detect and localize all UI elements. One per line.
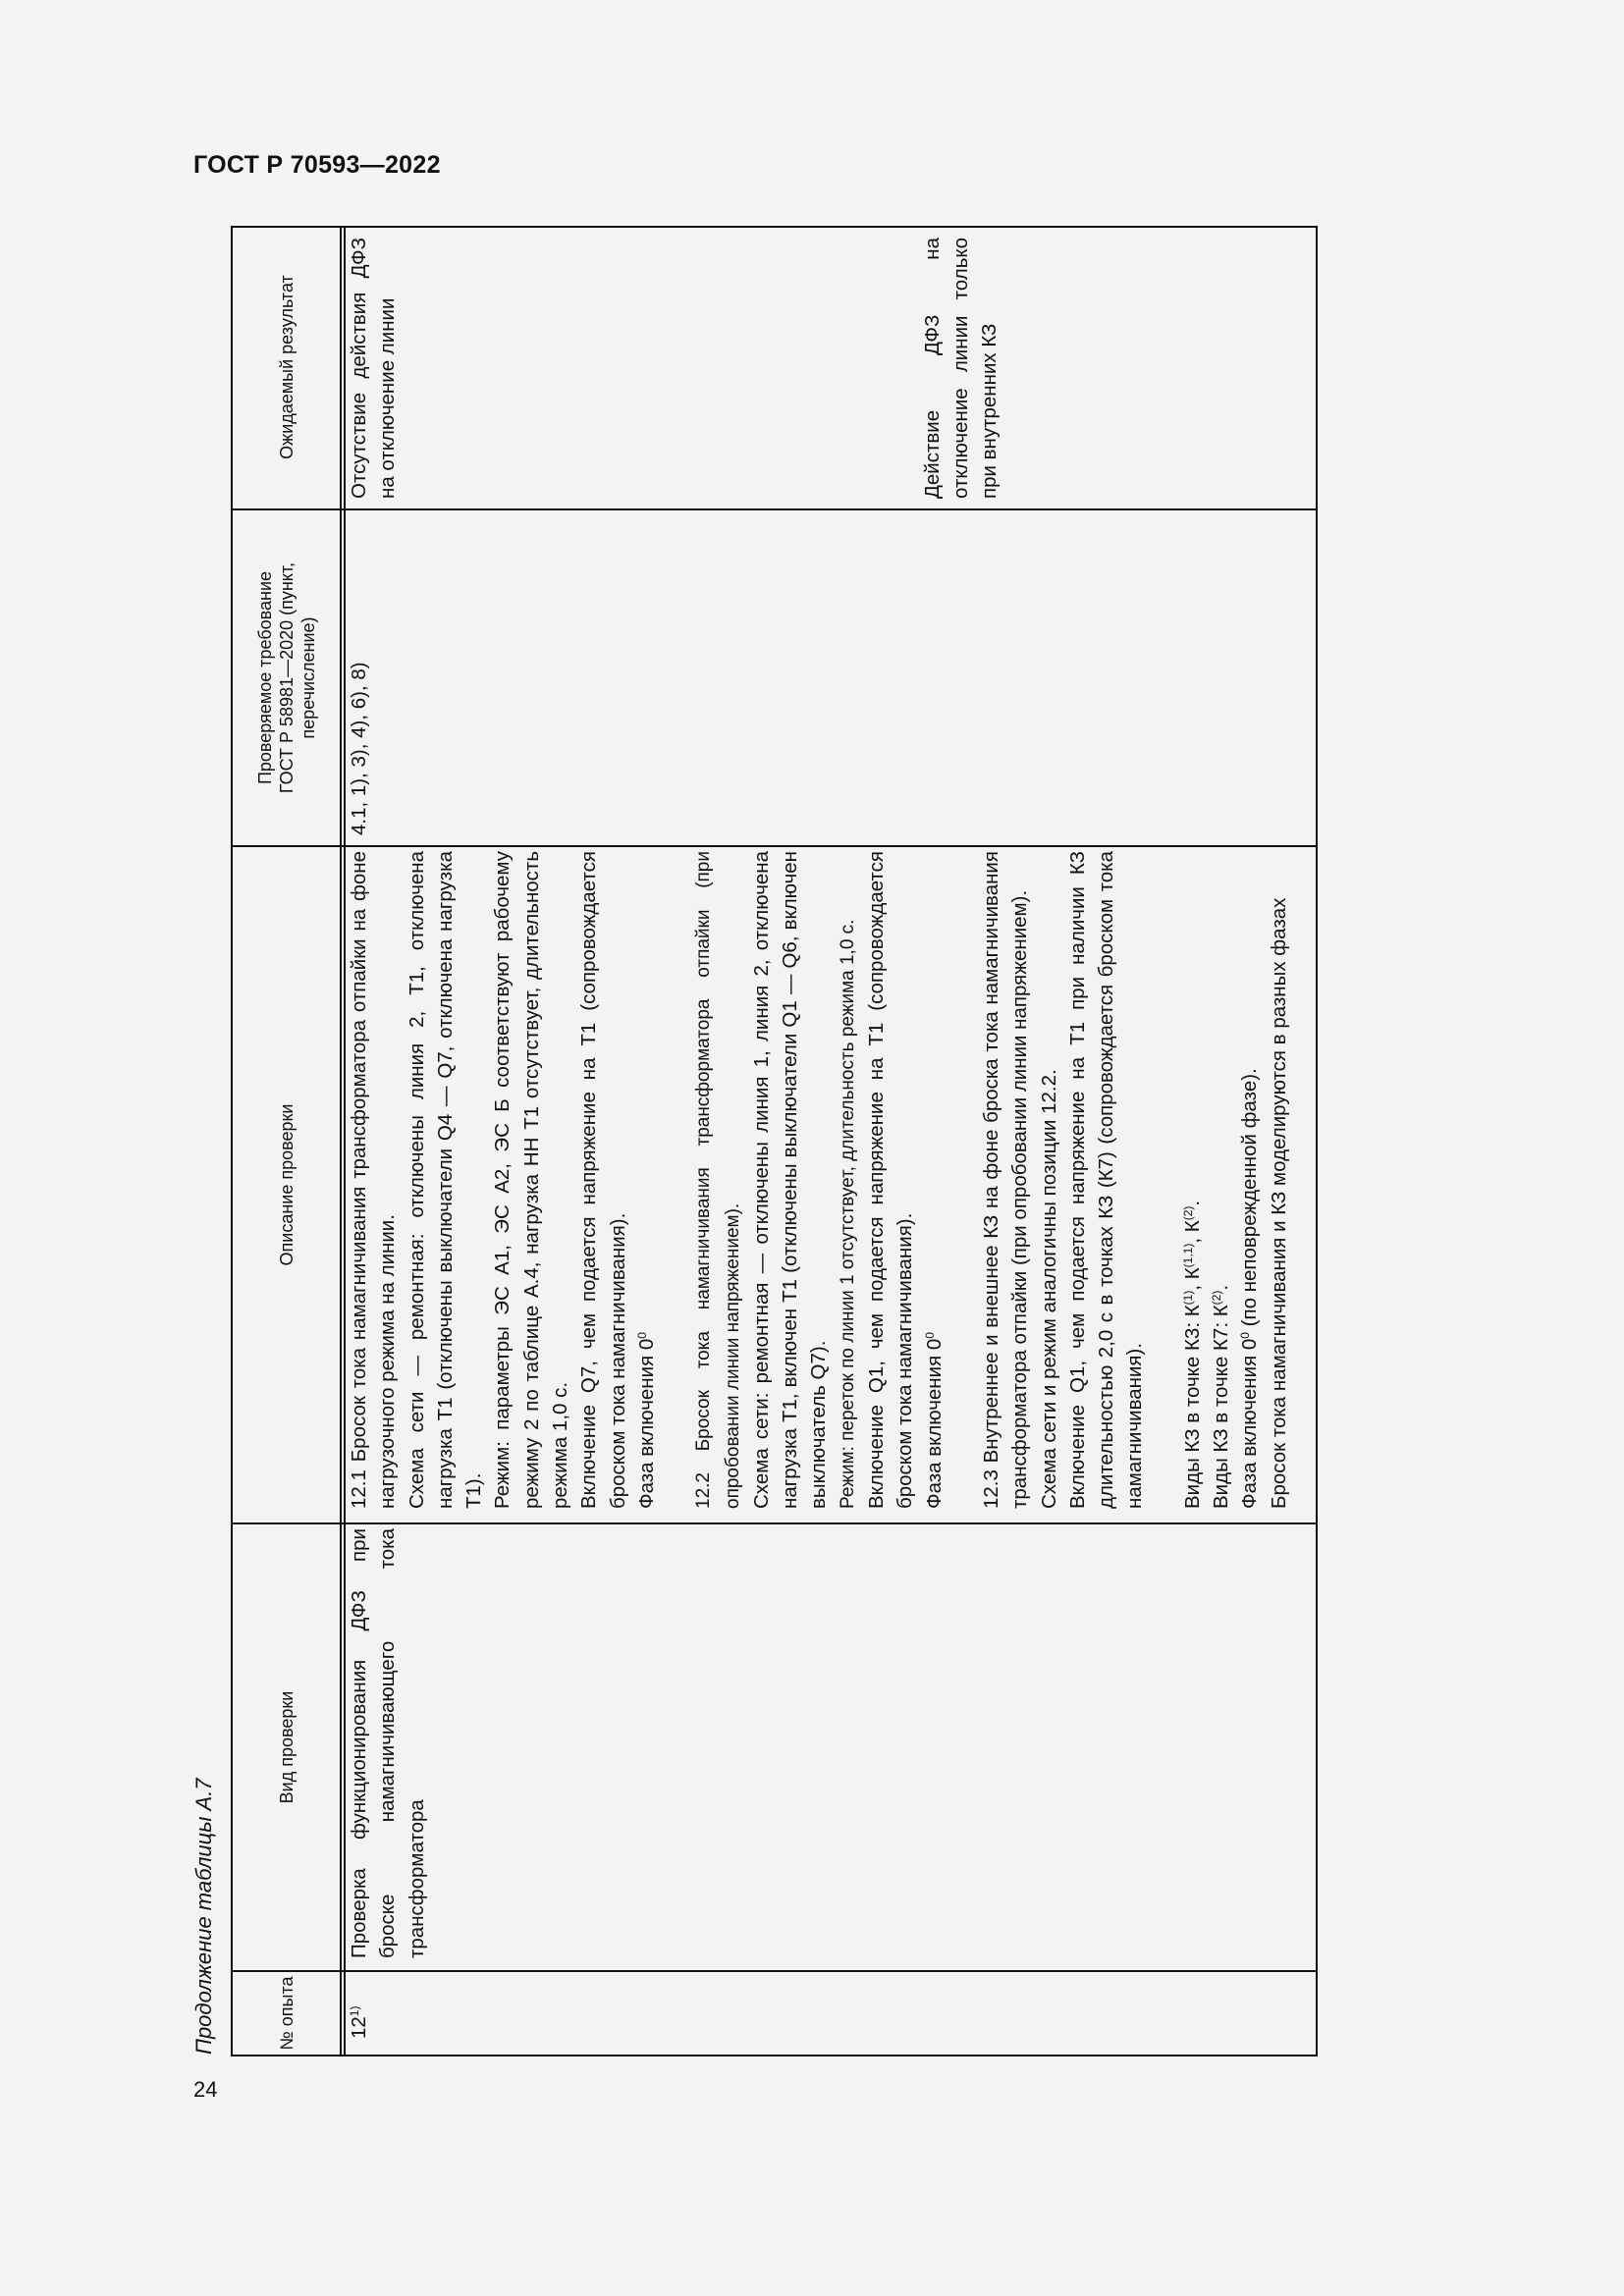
section-12-3-title: 12.3 Внутреннее и внешнее КЗ на фоне броска тока намагничивания трансформатора отпайки (при опробовании линии напряжением).: [979, 851, 1032, 1509]
section-12-1-phase: [632, 851, 661, 1509]
phase-text: Фаза включения 0: [634, 1338, 658, 1509]
section-12-2-phase: [920, 851, 948, 1509]
section-12-3-phase: [1235, 851, 1264, 1509]
kinds-end: .: [1210, 1284, 1233, 1291]
header-check-type: Вид проверки: [277, 1690, 297, 1804]
phase-degree: 0: [1238, 1332, 1253, 1339]
column-divider: [233, 508, 1316, 510]
kinds-sep: , К: [1180, 1220, 1204, 1244]
phase-degree: 0: [634, 1332, 649, 1339]
cell-requirement: 4.1, 1), 3), 4), 6), 8): [348, 662, 370, 835]
phase-degree: 0: [922, 1332, 937, 1339]
section-12-3-kinds-k7: [1207, 851, 1235, 1509]
fault-type: (1): [1180, 1290, 1195, 1306]
header-requirement: Проверяемое требование ГОСТ Р 58981—2020 (пункт, перечисление): [255, 561, 318, 794]
section-12-1-mode: Режим: параметры ЭС А1, ЭС А2, ЭС Б соответствуют рабочему режиму 2 по таблице А.4, нагрузка НН Т1 отсутствует, длительность режима 1,0 с.: [491, 851, 572, 1509]
fault-type: (1,1): [1180, 1243, 1195, 1268]
page-number: 24: [193, 2077, 218, 2102]
section-12-2-switch: Включение Q1, чем подается напряжение на Т1 (сопровождается броском тока намагничивания).: [865, 851, 917, 1509]
cell-expected-result: [345, 226, 1003, 508]
table-continuation-label: Продолжение таблицы А.7: [191, 1778, 216, 2055]
section-12-1-scheme: Схема сети — ремонтная: отключены линия 2, Т1, отключена нагрузка Т1 (отключены выключатели Q4 — Q7, отключена нагрузка Т1).: [405, 851, 486, 1509]
kinds-sep: , К: [1180, 1267, 1204, 1291]
phase-text: Фаза включения 0: [1238, 1338, 1262, 1509]
test-number: 12: [348, 2016, 370, 2039]
kinds-text: Виды КЗ в точке К3: К: [1180, 1305, 1204, 1509]
phase-text: Фаза включения 0: [922, 1338, 946, 1509]
fault-type: (2): [1210, 1290, 1224, 1306]
result-no-trip: Отсутствие действия ДФЗ на отключение линии: [348, 238, 400, 499]
section-12-1-switch: Включение Q7, чем подается напряжение на Т1 (сопровождается броском тока намагничивания).: [577, 851, 629, 1509]
result-trip-internal: Действие ДФЗ на отключение линии только при внутренних КЗ: [920, 238, 1001, 499]
section-12-3-kinds-k3: [1178, 851, 1207, 1509]
column-divider: [233, 1970, 1316, 1972]
header-num: № опыта: [277, 1976, 297, 2051]
test-number-footnote: 1): [348, 2005, 361, 2017]
section-12-1-title: 12.1 Бросок тока намагничивания трансформатора отпайки на фоне нагрузочного режима на линии.: [348, 851, 400, 1509]
header-expected-result: Ожидаемый результат: [277, 275, 297, 459]
header-check-description: Описание проверки: [277, 1103, 297, 1266]
section-12-2-scheme: Схема сети: ремонтная — отключены линия 1, линия 2, отключена нагрузка Т1, включен Т1 (отключены выключатели Q1 — Q6, включен выключатель Q7).: [749, 851, 831, 1509]
cell-test-number: [345, 1972, 373, 2045]
section-12-2-mode: Режим: переток по линии 1 отсутствует, длительность режима 1,0 с.: [837, 919, 858, 1509]
section-12-2-title: 12.2 Бросок тока намагничивания трансформатора отпайки (при опробовании линии напряжением).: [693, 851, 743, 1509]
kinds-text: Виды КЗ в точке К7: К: [1210, 1305, 1233, 1509]
kinds-end: .: [1180, 1200, 1204, 1206]
section-12-3-last: Бросок тока намагничивания и КЗ моделируются в разных фазах: [1267, 897, 1290, 1509]
section-12-3-scheme: Схема сети и режим аналогичны позиции 12.2.: [1037, 1069, 1060, 1509]
cell-check-description: [345, 847, 1293, 1522]
section-12-3-switch: Включение Q1, чем подается напряжение на Т1 при наличии КЗ длительностью 2,0 с в точках КЗ (К7) (сопровождается броском тока намагничивания).: [1065, 851, 1147, 1509]
phase-note: (по неповрежденной фазе).: [1238, 1068, 1262, 1333]
rotated-table-sheet: [191, 226, 1290, 2056]
document-header: ГОСТ Р 70593—2022: [193, 151, 441, 179]
cell-check-type: Проверка функционирования ДФЗ при броске намагничивающего тока трансформатора: [348, 1528, 428, 1958]
table-a7: [231, 226, 1318, 2056]
fault-type: (2): [1180, 1205, 1195, 1221]
